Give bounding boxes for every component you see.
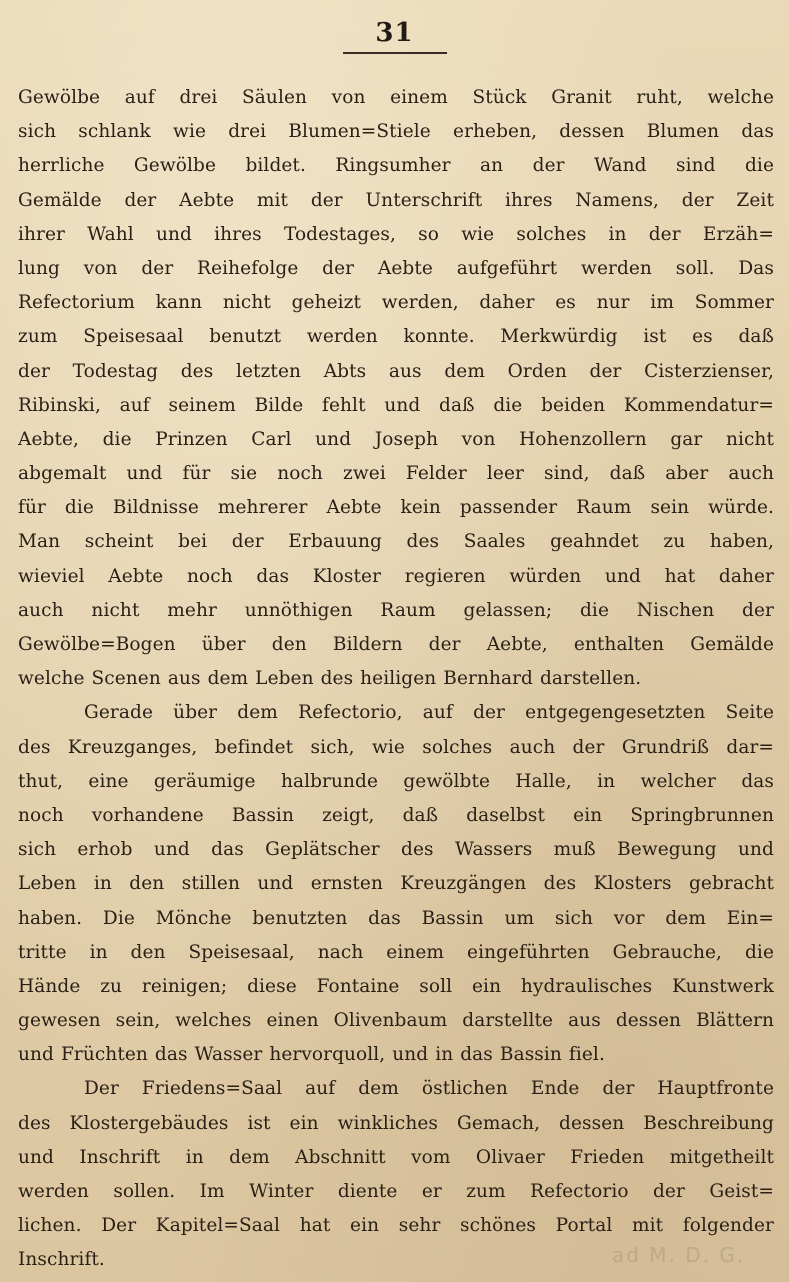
text-line: werden sollen. Im Winter diente er zum Refectorio der Geist=: [18, 1181, 774, 1202]
page-number: 31: [375, 18, 414, 48]
text-line: thut, eine geräumige halbrunde gewölbte Halle, in welcher das: [18, 770, 774, 792]
text-line: ihrer Wahl und ihres Todestages, so wie solches in der Erzäh=: [18, 223, 774, 245]
text-line: Gemälde der Aebte mit der Unterschrift ihres Namens, der Zeit: [18, 189, 774, 211]
text-line: haben. Die Mönche benutzten das Bassin um sich vor dem Ein=: [18, 907, 774, 929]
text-line: Aebte, die Prinzen Carl und Joseph von Hohenzollern gar nicht: [18, 428, 774, 450]
text-line: Man scheint bei der Erbauung des Saales geahndet zu haben,: [18, 531, 774, 553]
text-line: der Todestag des letzten Abts aus dem Orden der Cisterzienser,: [18, 360, 774, 382]
text-line: Gewölbe=Bogen über den Bildern der Aebte, enthalten Gemälde: [18, 634, 774, 655]
text-line: Inschrift.: [18, 1249, 105, 1271]
text-line: Ribinski, auf seinem Bilde fehlt und daß die beiden Kommendatur=: [18, 394, 774, 416]
text-line: wieviel Aebte noch das Kloster regieren würden und hat daher: [18, 565, 774, 587]
faint-stamp-text: ad M. D. G.: [612, 1243, 746, 1267]
text-line: und Inschrift in dem Abschnitt vom Olivaer Frieden mitgetheilt: [18, 1146, 774, 1168]
text-line: Leben in den stillen und ernsten Kreuzgängen des Klosters gebracht: [18, 873, 774, 895]
text-line: sich schlank wie drei Blumen=Stiele erheben, dessen Blumen das: [18, 121, 774, 143]
text-line: lung von der Reihefolge der Aebte aufgeführt werden soll. Das: [18, 257, 774, 279]
text-line: zum Speisesaal benutzt werden konnte. Merkwürdig ist es daß: [18, 326, 774, 348]
text-line: auch nicht mehr unnöthigen Raum gelassen; die Nischen der: [18, 599, 774, 621]
text-line: lichen. Der Kapitel=Saal hat ein sehr schönes Portal mit folgender: [18, 1215, 774, 1237]
text-line: abgemalt und für sie noch zwei Felder leer sind, daß aber auch: [18, 463, 774, 485]
body-text: [18, 81, 774, 1278]
text-line: Gewölbe auf drei Säulen von einem Stück Granit ruht, welche: [18, 87, 774, 108]
text-line: für die Bildnisse mehrerer Aebte kein passender Raum sein würde.: [18, 497, 774, 519]
text-line: und Früchten das Wasser hervorquoll, und in das Bassin fiel.: [18, 1044, 605, 1066]
text-line: sich erhob und das Geplätscher des Wassers muß Bewegung und: [18, 839, 774, 861]
paragraph-start-line: Der Friedens=Saal auf dem östlichen Ende der Hauptfronte: [84, 1078, 774, 1100]
text-line: Hände zu reinigen; diese Fontaine soll ein hydraulisches Kunstwerk: [18, 975, 774, 997]
text-line: tritte in den Speisesaal, nach einem eingeführten Gebrauche, die: [18, 941, 774, 963]
page-number-rule: [343, 52, 447, 54]
text-line: des Klostergebäudes ist ein winkliches Gemach, dessen Beschreibung: [18, 1112, 774, 1134]
text-line: welche Scenen aus dem Leben des heiligen Bernhard darstellen.: [18, 668, 642, 690]
paragraph-start-line: Gerade über dem Refectorio, auf der entgegengesetzten Seite: [84, 702, 774, 724]
text-line: des Kreuzganges, befindet sich, wie solches auch der Grundriß dar=: [18, 736, 774, 758]
text-line: herrliche Gewölbe bildet. Ringsumher an der Wand sind die: [18, 155, 774, 177]
text-line: Refectorium kann nicht geheizt werden, daher es nur im Sommer: [18, 292, 774, 314]
text-line: gewesen sein, welches einen Olivenbaum darstellte aus dessen Blättern: [18, 1010, 774, 1032]
text-line: noch vorhandene Bassin zeigt, daß daselbst ein Springbrunnen: [18, 804, 774, 826]
